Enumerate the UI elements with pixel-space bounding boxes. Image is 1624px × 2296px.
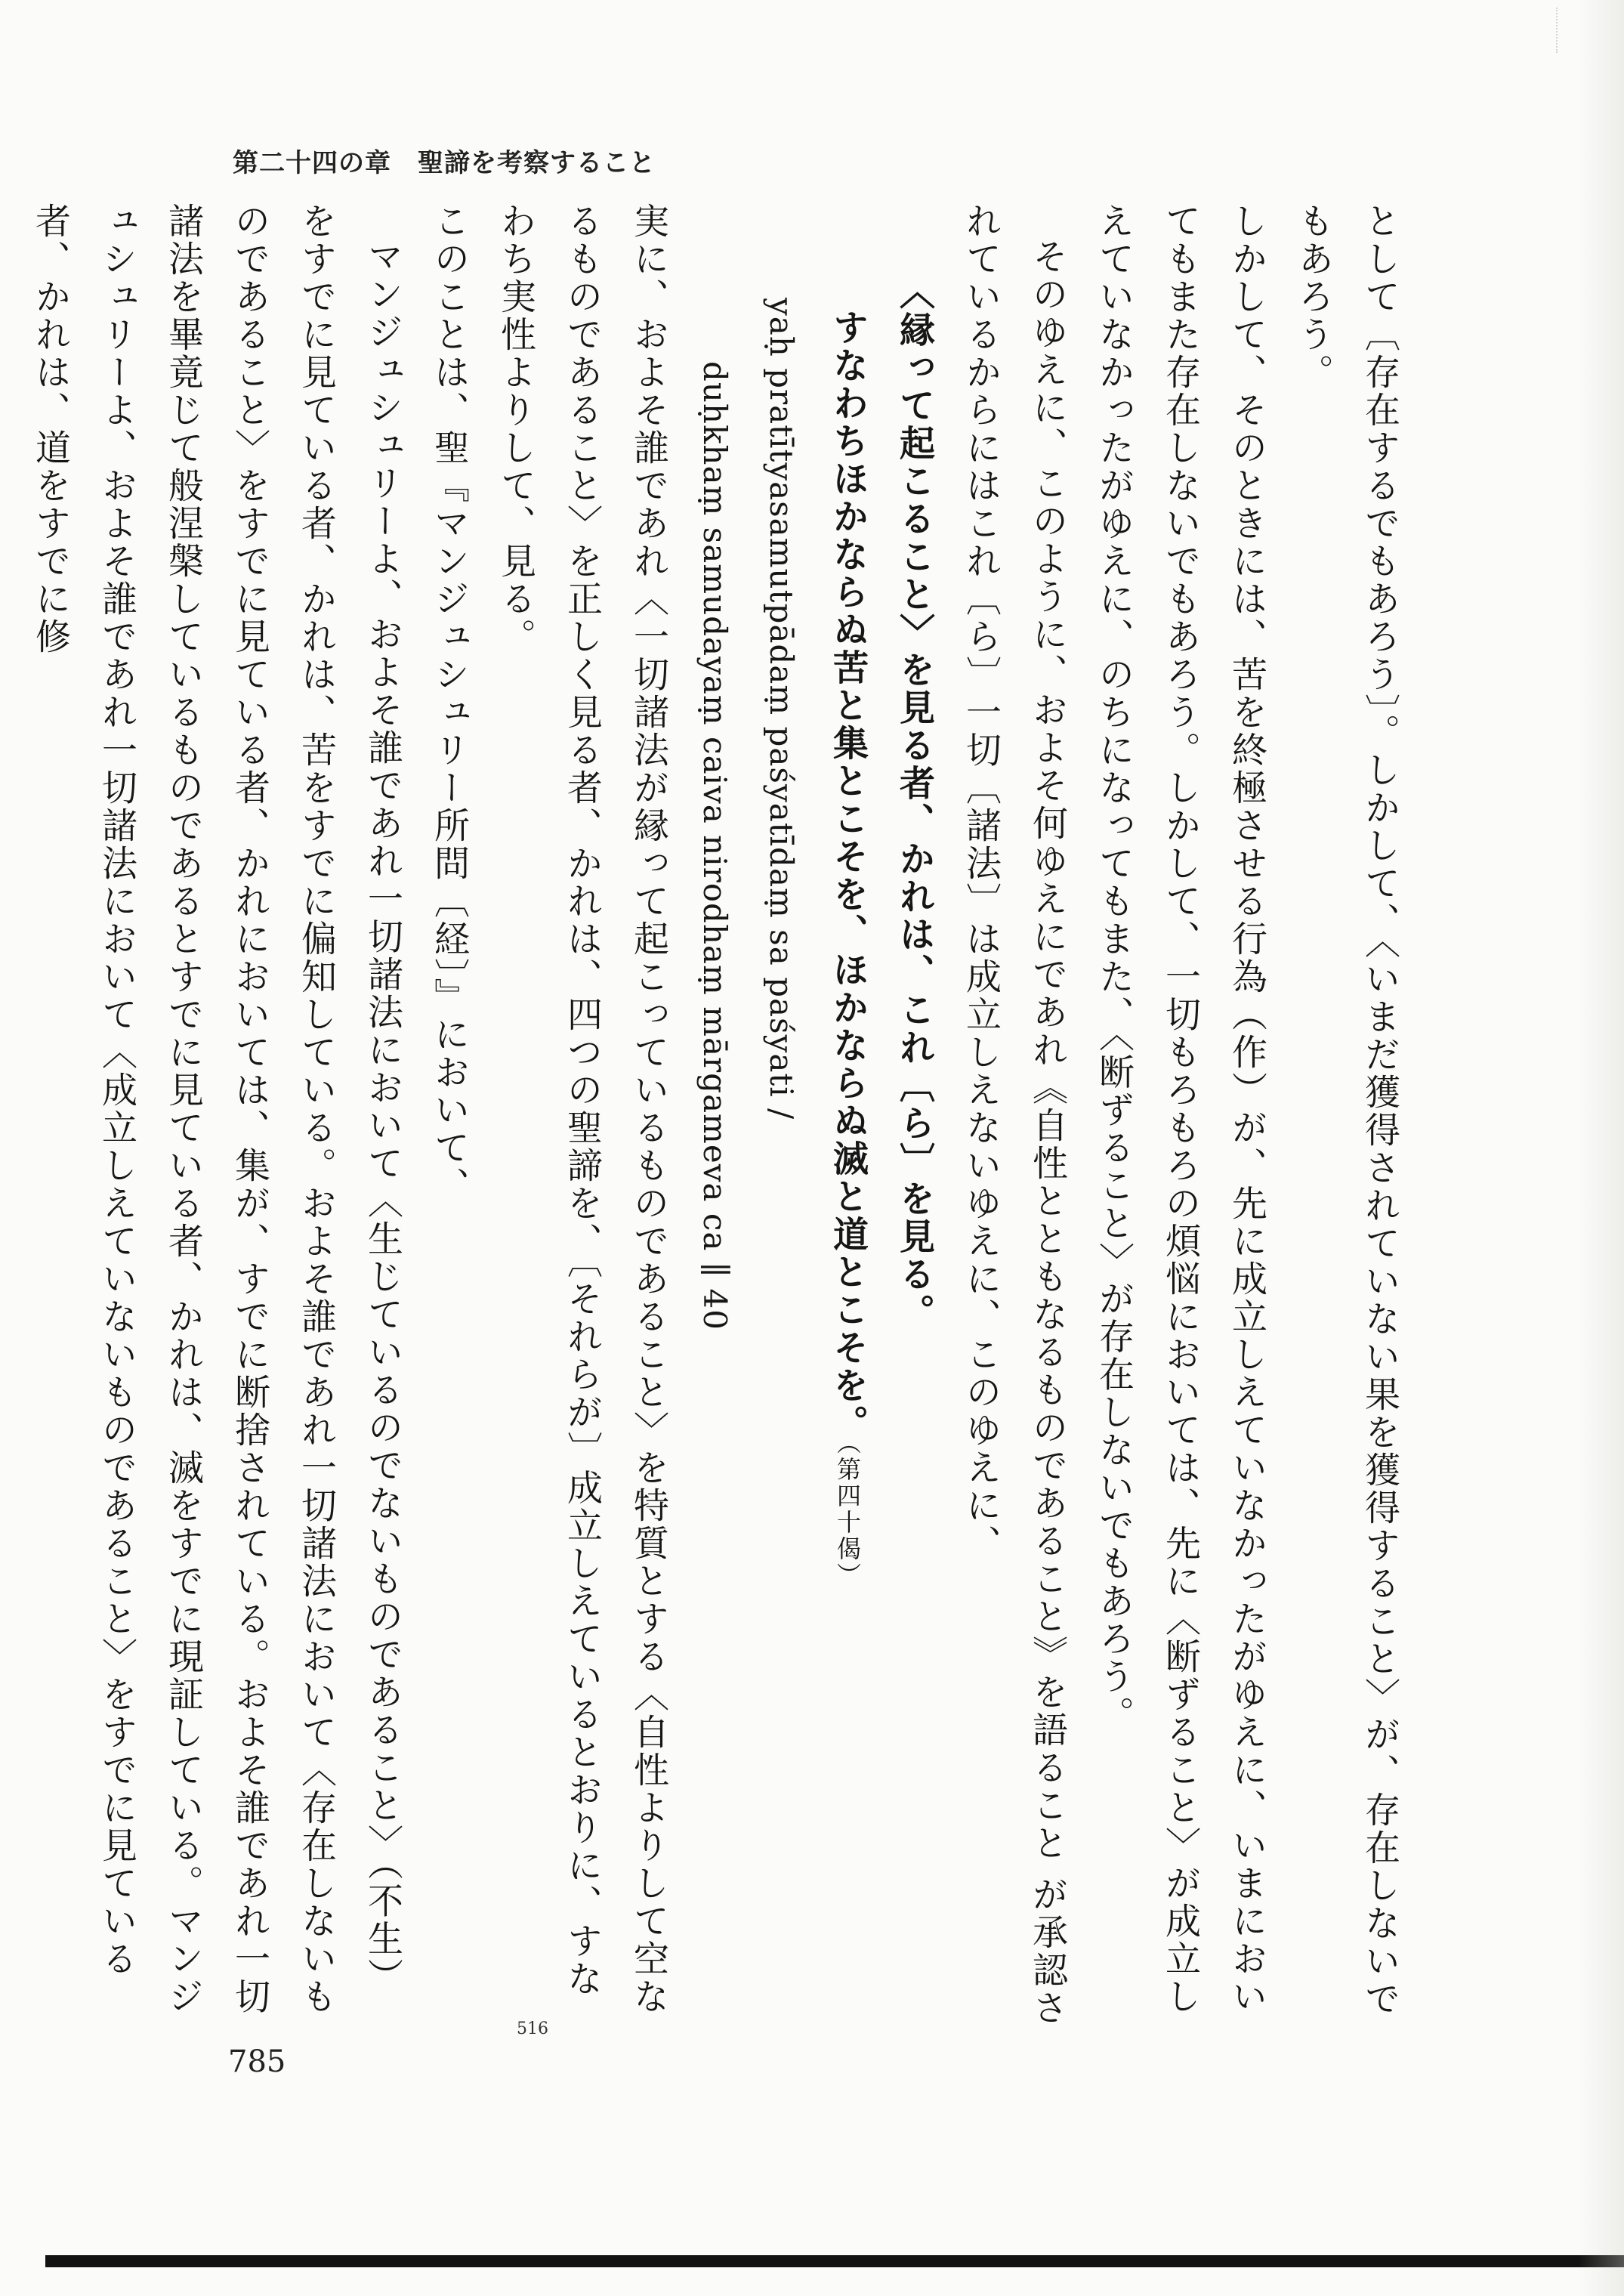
text-column: 実に、およそ誰であれ〈一切諸法が縁って起こっているものであること〉を特質とする〈自性よりして空なるものであること〉を正しく見る者、かれは、四つの聖諦を、〔それらが〕成立しえているとおりに、すなわち実性よりして、見る。 — [495, 202, 669, 2016]
page-number: 785 — [228, 2044, 286, 2079]
sanskrit-verse-line: yaḥ pratītyasamutpādaṃ paśyatīdaṃ sa paśyati / — [763, 298, 800, 1120]
scan-edge-bar — [45, 2255, 1624, 2267]
running-head: 第二十四の章 聖諦を考察すること — [233, 148, 656, 178]
text-column: しかして、そのときには、苦を終極させる行為（作）が、先に成立しえていなかったがゆえに、いまにおいてもまた存在しないでもあろう。しかして、一切もろもろの煩悩においては、先に〈断ずること〉が成立しえていなかったがゆえに、のちになってもまた、〈断ずること〉が存在しないでもあろう。 — [1093, 202, 1267, 2016]
verse-number-tag: （第四十偈） — [833, 1442, 862, 1589]
scan-artifact — [1556, 8, 1588, 53]
verse-line-text: すなわちほかならぬ苦と集とこそを、ほかならぬ滅と道とこそを。 — [827, 309, 869, 1442]
sanskrit-verse-line: duḥkhaṃ samudayaṃ caiva nirodhaṃ mārgameva ca ∥ 40 — [696, 361, 733, 1330]
verse-line: 〈縁って起こること〉を見る者、かれは、これ〔ら〕を見る。 — [894, 273, 935, 1331]
text-column: マンジュシュリーよ、およそ誰であれ一切諸法において〈生じているのでないものであること〉（不生）をすでに見ている者、かれは、苦をすでに偏知している。およそ誰であれ一切諸法において〈存在しないものであること〉をすでに見ている者、かれにおいては、集が、すでに断捨されている。およそ誰であれ一切諸法を畢竟じて般涅槃しているものであるとすでに見ている者、かれは、滅をすでに現証している。マンジュシュリーよ、およそ誰であれ一切諸法において〈成立しえていないものであること〉をすでに見ている者、かれは、道をすでに修 — [29, 202, 403, 2016]
vertical-body-text — [17, 202, 1413, 2031]
verse-line — [814, 202, 881, 2031]
original-page-number: 516 — [517, 2019, 548, 2038]
body-text-area — [29, 202, 1413, 2031]
text-column: そのゆえに、このように、およそ何ゆえにであれ《自性とともなるものであること》を語ること が承認されているからにはこれ〔ら〕一切〔諸法〕は成立しえないゆえに、このゆえに、 — [960, 202, 1068, 2027]
text-column: このことは、聖『マンジュシュリー所問〔経〕』において、 — [428, 202, 470, 1205]
scan-edge-shadow — [1579, 0, 1624, 2296]
text-column: として〔存在するでもあろう〕。しかして、〈いまだ獲得されていない果を獲得すること〉が、存在しないでもあろう。 — [1292, 202, 1400, 2018]
